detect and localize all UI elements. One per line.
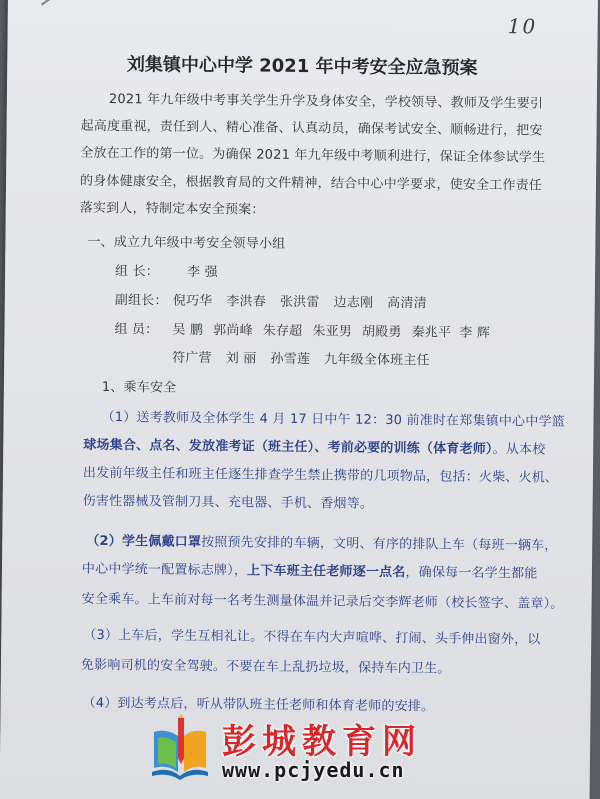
watermark-site-name: 彭城教育网 (222, 722, 422, 762)
intro-line: 的身体健康安全，根据教育局的文件精神，结合中心中学要求，使安全工作责任 (79, 173, 543, 194)
deputy-name: 张洪雷 (279, 294, 320, 311)
deputy-label: 副组长： (114, 293, 168, 309)
member-name: 符广营 (172, 350, 212, 367)
intro-line: 全放在工作的第一位。为确保 2021 年九年级中考顺利进行，保证全体参试学生 (80, 145, 546, 166)
member-name: 吴 鹏 (172, 322, 204, 338)
deputy-name: 边志刚 (333, 295, 374, 311)
handwritten-page-number: 10 (507, 14, 538, 39)
paragraph-1-line: 出发前年级主任和班主任逐生排查学生禁止携带的几项物品，包括：火柴、火机、 (82, 465, 559, 486)
deputy-name: 高清清 (387, 295, 427, 312)
section-heading-bus: 1、乘车安全 (101, 379, 177, 396)
member-name: 刘 丽 (225, 351, 257, 367)
section-heading-one: 一、成立九年级中考安全领导小组 (87, 234, 286, 252)
members-row (114, 318, 490, 341)
emphasis: （2）学生佩戴口罩 (86, 533, 202, 550)
member-label: 组 员： (114, 322, 159, 338)
member-name: 郭尚峰 (213, 323, 253, 339)
member-name: 李 辉 (459, 325, 491, 341)
intro-line: 落实到人，特制定本安全预案： (79, 200, 265, 218)
paragraph-2-line: 安全乘车。上车前对每一名考生测量体温并记录后交李辉老师（校长签字、盖章）。 (81, 591, 564, 612)
emphasis: 球场集合、点名、发放准考证（班主任）、考前必要的训练（体育老师） (83, 437, 493, 458)
paragraph-1-line: 伤害性器械及管制刀具、充电器、手机、香烟等。 (82, 493, 374, 512)
intro-line: 起高度重视，责任到人、精心准备、认真动员，确保考试安全、顺畅进行，把安 (80, 118, 543, 139)
member-name: 孙雪莲 (270, 351, 311, 368)
member-name: 朱亚男 (312, 324, 353, 340)
emphasis: 上下车班主任老师逐一点名 (246, 563, 406, 581)
member-name: 九年级全体班主任 (324, 352, 430, 369)
paragraph-3-line: （3）上车后，学生互相礼让。不得在车内大声喧哗、打闹、头手伸出窗外，以 (83, 627, 541, 648)
group-leader-row (115, 260, 232, 280)
document-title: 刘集镇中心中学 2021 年中考安全应急预案 (126, 54, 478, 79)
paragraph-2-line: （2）学生佩戴口罩按照预先安排的车辆，文明、有序的排队上车（每班一辆车， (86, 533, 558, 554)
paragraph-1-line: 球场集合、点名、发放准考证（班主任）、考前必要的训练（体育老师）。从本校 (83, 437, 546, 458)
intro-line: 2021 年九年级中考事关学生升学及身体安全，学校领导、教师及学生要引 (108, 91, 544, 112)
deputy-name: 李洪春 (226, 294, 267, 310)
book-pencil-logo-icon (148, 714, 212, 782)
paragraph-2-line: 中心中学统一配置标志牌），上下车班主任老师逐一点名，确保每一名学生都能 (81, 561, 538, 582)
pen-mark (41, 0, 65, 17)
paragraph-4-line: （4）到达考点后，听从带队班主任老师和体育老师的安排。 (82, 695, 435, 715)
paragraph-3-line: 免影响司机的安全驾驶。不要在车上乱扔垃圾，保持车内卫生。 (80, 657, 451, 677)
leader-label: 组 长： (115, 264, 160, 280)
member-name: 胡殿勇 (361, 324, 402, 341)
paragraph-1-line: （1）送考教师及全体学生 4 月 17 日中午 12：30 前准时在郑集镇中心中学篮 (101, 409, 565, 430)
watermark-url: www.pcjyedu.cn (222, 758, 405, 782)
members-row (172, 347, 444, 369)
leader-name: 李 强 (187, 264, 218, 281)
member-name: 秦兆平 (411, 325, 452, 341)
site-watermark (148, 710, 448, 795)
deputy-name: 倪巧华 (172, 293, 213, 310)
deputy-leader-row (115, 289, 441, 311)
member-name: 朱存超 (262, 323, 303, 340)
